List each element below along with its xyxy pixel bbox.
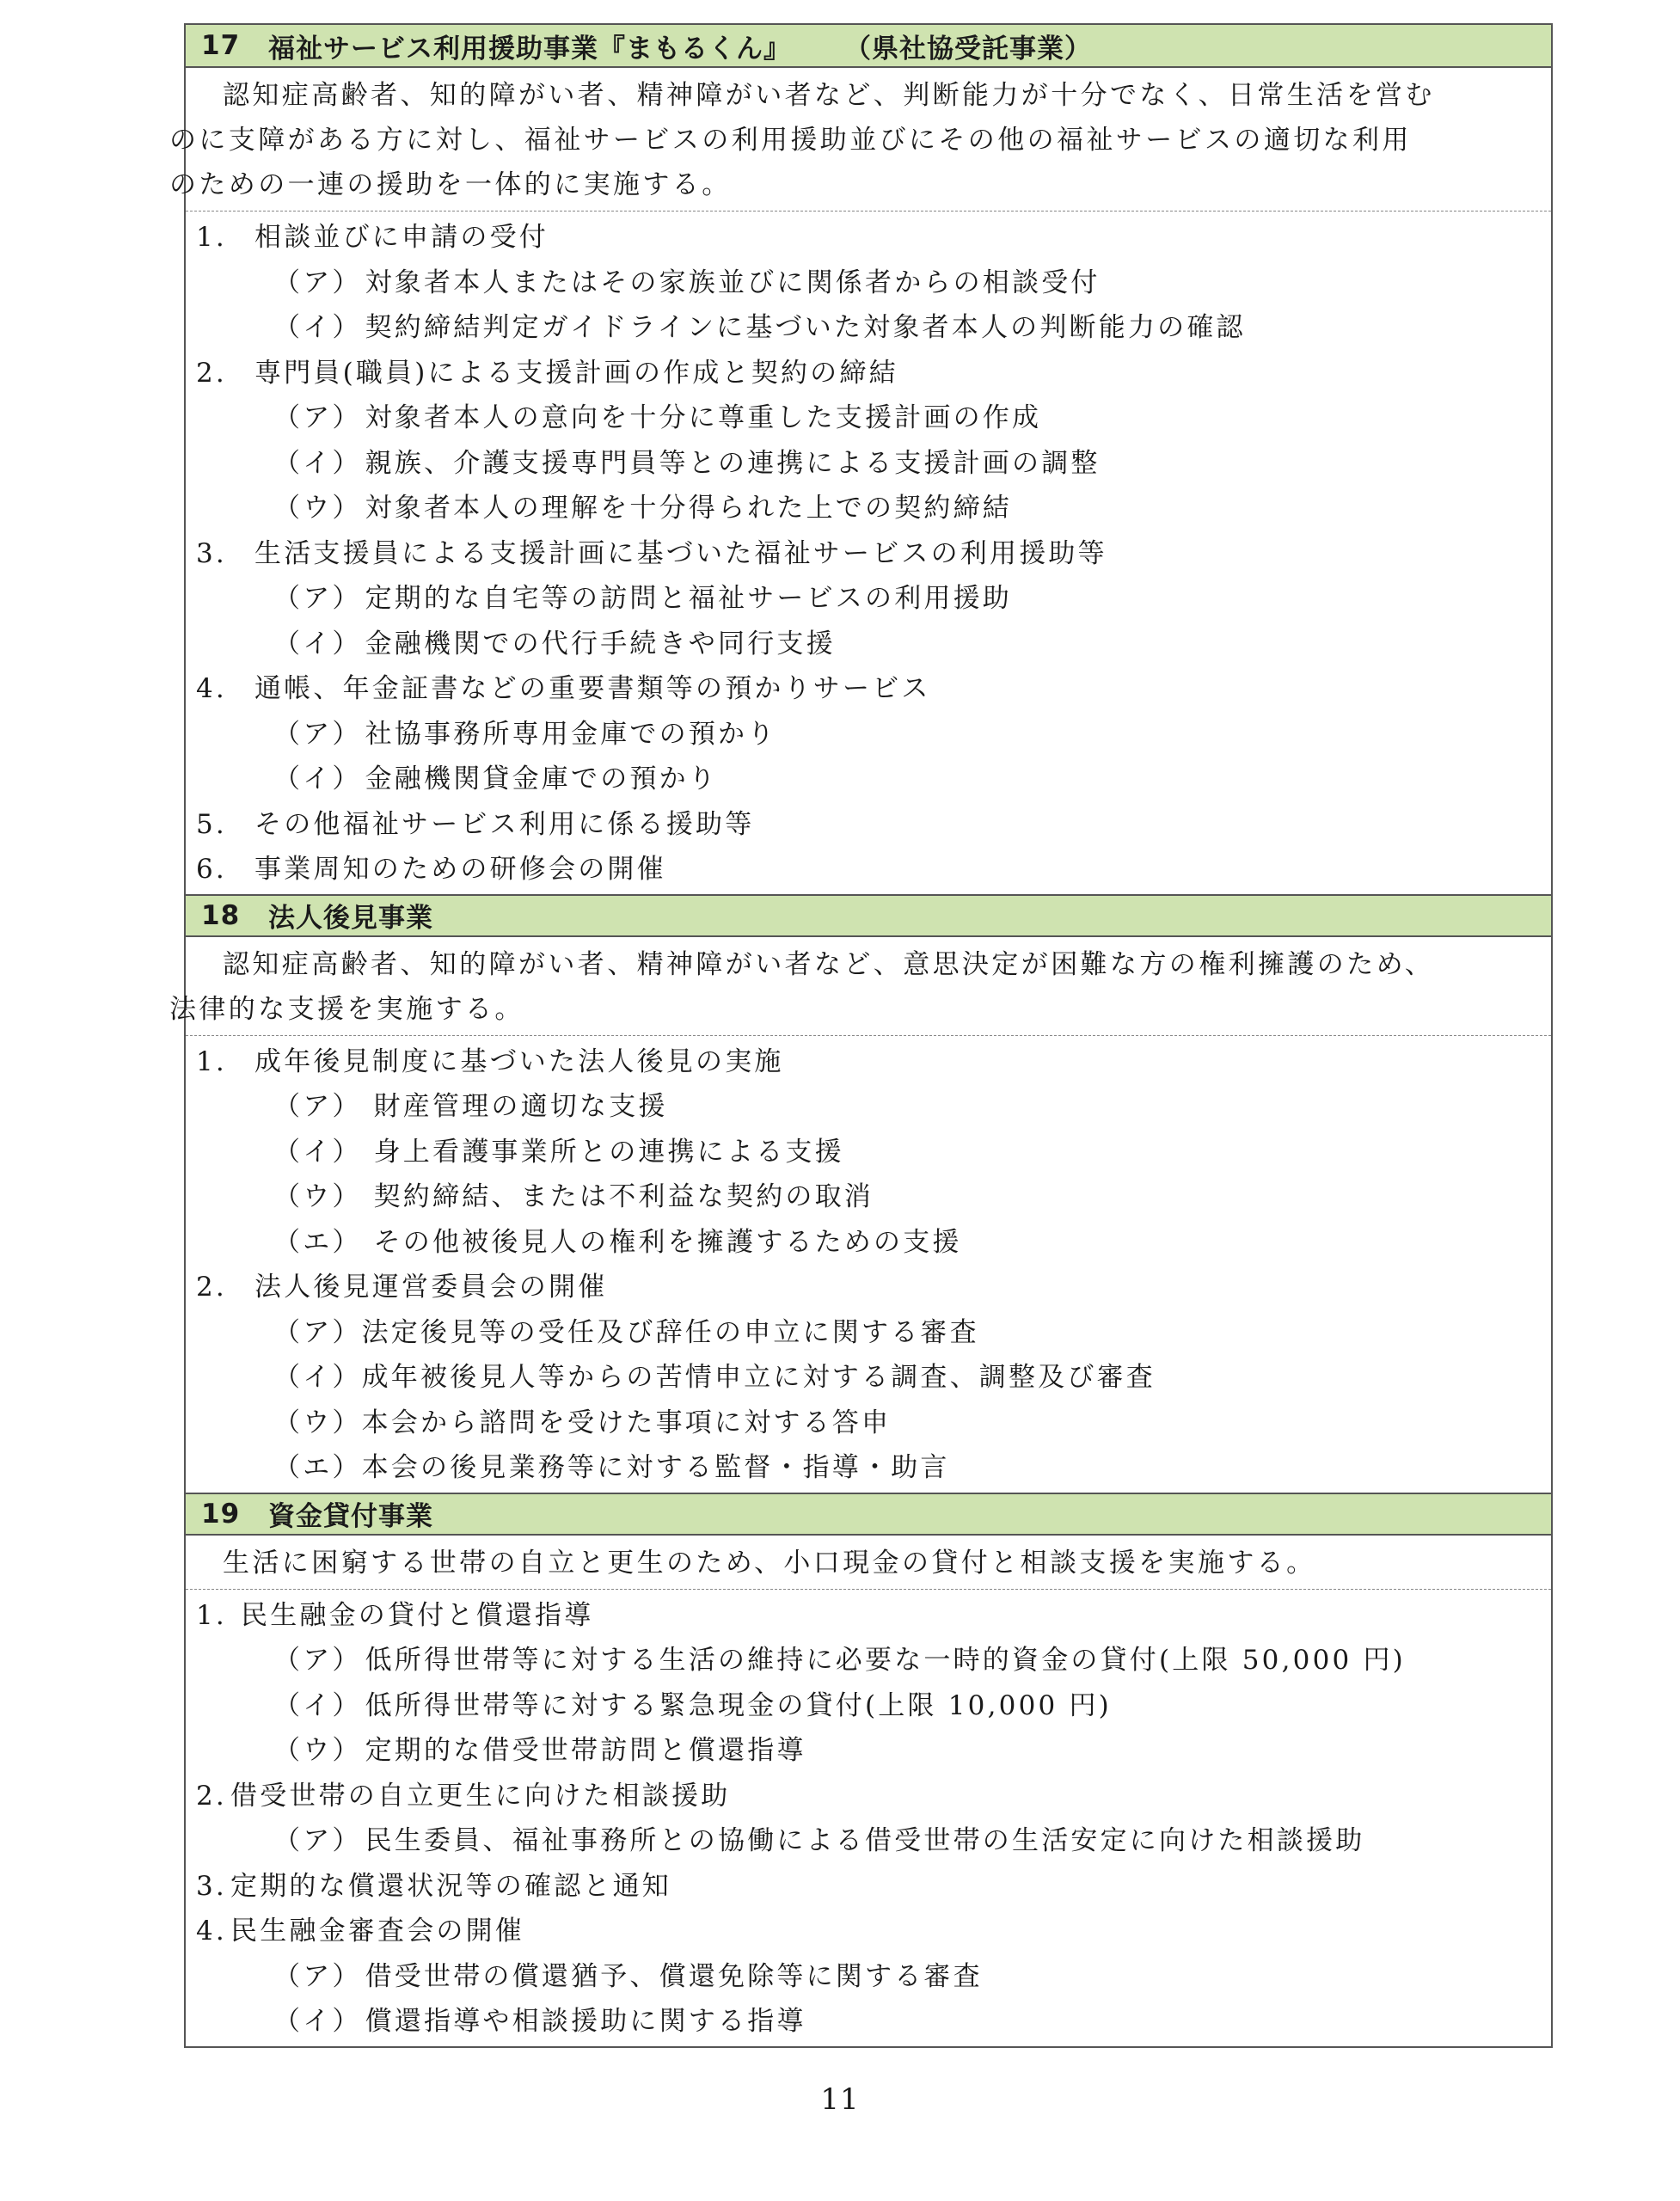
item-list <box>186 1036 1551 1493</box>
sub-item: （ア） 社協事務所専用金庫での預かり <box>273 718 777 750</box>
section-title: 法人後見事業 <box>268 903 433 934</box>
intro-text: 認知症高齢者、知的障がい者、精神障がい者など、判断能力が十分でなく、日常生活を営む のに支障がある方に対し、福祉サービスの利用援助並びにその他の福祉サービスの適切な利用 のための一連の援助を一体的に実施する。 <box>169 80 1435 200</box>
sub-item: （イ） 身上看護事業所との連携による支援 <box>273 1136 844 1168</box>
sub-item: （ア） 民生委員、福祉事務所との協働による借受世帯の生活安定に向けた相談援助 <box>273 1825 1365 1856</box>
section-title: 資金貸付事業 <box>268 1501 433 1532</box>
section-intro <box>169 68 1551 212</box>
section-17 <box>169 25 1551 894</box>
sub-item: （イ） 契約締結判定ガイドラインに基づいた対象者本人の判断能力の確認 <box>273 312 1246 343</box>
section-title: 福祉サービス利用援助事業『まもるくん』 <box>268 33 791 64</box>
intro-text: 生活に困窮する世帯の自立と更生のため、小口現金の貸付と相談支援を実施する。 <box>223 1547 1316 1579</box>
section-intro <box>169 937 1551 1036</box>
sub-item: （ア） 借受世帯の償還猶予、償還免除等に関する審査 <box>273 1960 983 1992</box>
sub-item: （ウ）本会から諮問を受けた事項に対する答申 <box>273 1407 892 1438</box>
sub-item: （ア） 低所得世帯等に対する生活の維持に必要な一時的資金の貸付(上限 50,000 円) <box>273 1645 1406 1676</box>
sub-item: （イ） 金融機関での代行手続きや同行支援 <box>273 628 836 659</box>
sub-item: （ア）法定後見等の受任及び辞任の申立に関する審査 <box>273 1316 979 1348</box>
sub-item: （エ）本会の後見業務等に対する監督・指導・助言 <box>273 1452 950 1483</box>
list-item: 1. 成年後見制度に基づいた法人後見の実施 <box>196 1045 784 1077</box>
sub-item: （イ）成年被後見人等からの苦情申立に対する調査、調整及び審査 <box>273 1362 1156 1393</box>
section-number: 17 <box>201 30 241 61</box>
section-intro <box>186 1536 1551 1590</box>
section-19 <box>186 1493 1551 2046</box>
document-table <box>169 23 1553 2048</box>
list-item: 1. 民生融金の貸付と償還指導 <box>196 1599 594 1631</box>
list-item: 5. その他福祉サービス利用に係る援助等 <box>196 808 755 840</box>
sub-item: （ア） 対象者本人の意向を十分に尊重した支援計画の作成 <box>273 402 1042 433</box>
list-item: 2. 法人後見運営委員会の開催 <box>196 1272 608 1303</box>
item-list <box>186 212 1551 894</box>
list-item: 3. 生活支援員による支援計画に基づいた福祉サービスの利用援助等 <box>196 537 1107 569</box>
section-header <box>186 25 1551 68</box>
list-item: 2. 専門員(職員)による支援計画の作成と契約の締結 <box>196 357 898 389</box>
section-number: 18 <box>201 899 241 931</box>
list-item: 4. 通帳、年金証書などの重要書類等の預かりサービス <box>196 673 931 704</box>
sub-item: （イ） 償還指導や相談援助に関する指導 <box>273 2006 806 2037</box>
sub-item: （イ） 金融機関貸金庫での預かり <box>273 763 719 794</box>
section-header <box>186 1493 1551 1536</box>
page-number: 11 <box>820 2082 860 2117</box>
sub-item: （イ） 親族、介護支援専門員等との連携による支援計画の調整 <box>273 447 1101 479</box>
sub-item: （エ） その他被後見人の権利を擁護するための支援 <box>273 1226 962 1258</box>
sub-item: （ア） 定期的な自宅等の訪問と福祉サービスの利用援助 <box>273 583 1013 614</box>
sub-item: （ア） 財産管理の適切な支援 <box>273 1091 668 1122</box>
section-18 <box>169 894 1551 1493</box>
item-list <box>186 1590 1551 2046</box>
intro-text: 認知症高齢者、知的障がい者、精神障がい者など、意思決定が困難な方の権利擁護のため、 法律的な支援を実施する。 <box>169 948 1435 1025</box>
section-number: 19 <box>201 1498 241 1530</box>
sub-item: （ア） 対象者本人またはその家族並びに関係者からの相談受付 <box>273 267 1101 298</box>
list-item: 2. 借受世帯の自立更生に向けた相談援助 <box>196 1780 731 1812</box>
list-item: 3. 定期的な償還状況等の確認と通知 <box>196 1870 671 1902</box>
sub-item: （ウ） 契約締結、または不利益な契約の取消 <box>273 1181 874 1212</box>
sub-item: （ウ） 定期的な借受世帯訪問と償還指導 <box>273 1735 806 1766</box>
list-item: 1. 相談並びに申請の受付 <box>196 222 549 253</box>
sub-item: （イ） 低所得世帯等に対する緊急現金の貸付(上限 10,000 円) <box>273 1689 1112 1721</box>
list-item: 6. 事業周知のための研修会の開催 <box>196 854 666 885</box>
list-item: 4. 民生融金審査会の開催 <box>196 1916 524 1947</box>
section-header <box>186 894 1551 937</box>
sub-item: （ウ） 対象者本人の理解を十分得られた上での契約締結 <box>273 493 1013 524</box>
section-note: （県社協受託事業） <box>844 33 1092 64</box>
